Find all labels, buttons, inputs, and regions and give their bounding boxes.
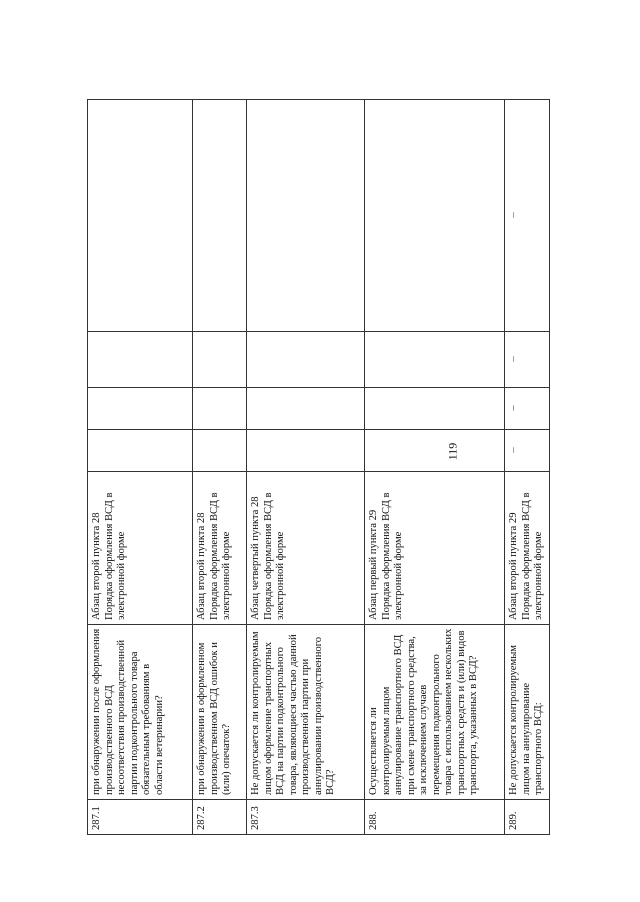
answer-cell: – bbox=[505, 332, 550, 388]
answer-cell: – bbox=[505, 430, 550, 472]
answer-cell bbox=[193, 332, 247, 388]
question-cell: при обнаружении в оформленном производственном ВСД ошибок и (или) опечаток? bbox=[193, 625, 247, 800]
row-number: 288. bbox=[365, 800, 505, 835]
answer-cell bbox=[247, 332, 365, 388]
answer-cell bbox=[247, 430, 365, 472]
page-number-text: 119 bbox=[445, 442, 460, 460]
reference-cell: Абзац второй пункта 28 Порядка оформления ВСД в электронной форме bbox=[88, 472, 193, 625]
note-cell bbox=[88, 100, 193, 332]
table-row bbox=[88, 100, 193, 835]
checklist-table bbox=[87, 99, 550, 835]
answer-cell bbox=[88, 388, 193, 430]
rotated-table-wrapper bbox=[87, 100, 549, 835]
note-cell bbox=[365, 100, 505, 332]
answer-cell bbox=[193, 430, 247, 472]
question-cell: Не допускается ли контролируемым лицом оформление транспортных ВСД на партии подконтрольного товара, являющиеся частью данной производственной партии при аннулировании производственного ВСД? bbox=[247, 625, 365, 800]
question-cell: Осуществляется ли контролируемым лицом аннулирование транспортного ВСД при смене транспортного средства, за исключением случаев перемещения подконтрольного товара с использованием нескольких транспортных средств и (или) видов транспорта, указанных в ВСД? bbox=[365, 625, 505, 800]
table-row bbox=[505, 100, 550, 835]
reference-cell: Абзац четвертый пункта 28 Порядка оформления ВСД в электронной форме bbox=[247, 472, 365, 625]
table-row bbox=[193, 100, 247, 835]
answer-cell bbox=[88, 332, 193, 388]
answer-cell bbox=[88, 430, 193, 472]
note-cell: – bbox=[505, 100, 550, 332]
answer-cell bbox=[365, 430, 505, 472]
row-number: 289. bbox=[505, 800, 550, 835]
row-number: 287.3 bbox=[247, 800, 365, 835]
table-row bbox=[247, 100, 365, 835]
answer-cell bbox=[193, 388, 247, 430]
table-row bbox=[365, 100, 505, 835]
reference-cell: Абзац второй пункта 29 Порядка оформления ВСД в электронной форме bbox=[505, 472, 550, 625]
answer-cell bbox=[365, 332, 505, 388]
answer-cell bbox=[247, 388, 365, 430]
reference-cell: Абзац второй пункта 28 Порядка оформления ВСД в электронной форме bbox=[193, 472, 247, 625]
answer-cell: – bbox=[505, 388, 550, 430]
row-number: 287.2 bbox=[193, 800, 247, 835]
note-cell bbox=[247, 100, 365, 332]
answer-cell bbox=[365, 388, 505, 430]
reference-cell: Абзац первый пункта 29 Порядка оформления ВСД в электронной форме bbox=[365, 472, 505, 625]
note-cell bbox=[193, 100, 247, 332]
question-cell: Не допускается контролируемым лицом на аннулирование транспортного ВСД: bbox=[505, 625, 550, 800]
row-number: 287.1 bbox=[88, 800, 193, 835]
question-cell: при обнаружении после оформления производственного ВСД несоответствия производственной партии подконтрольного товара обязательным требованиям в области ветеринарии? bbox=[88, 625, 193, 800]
